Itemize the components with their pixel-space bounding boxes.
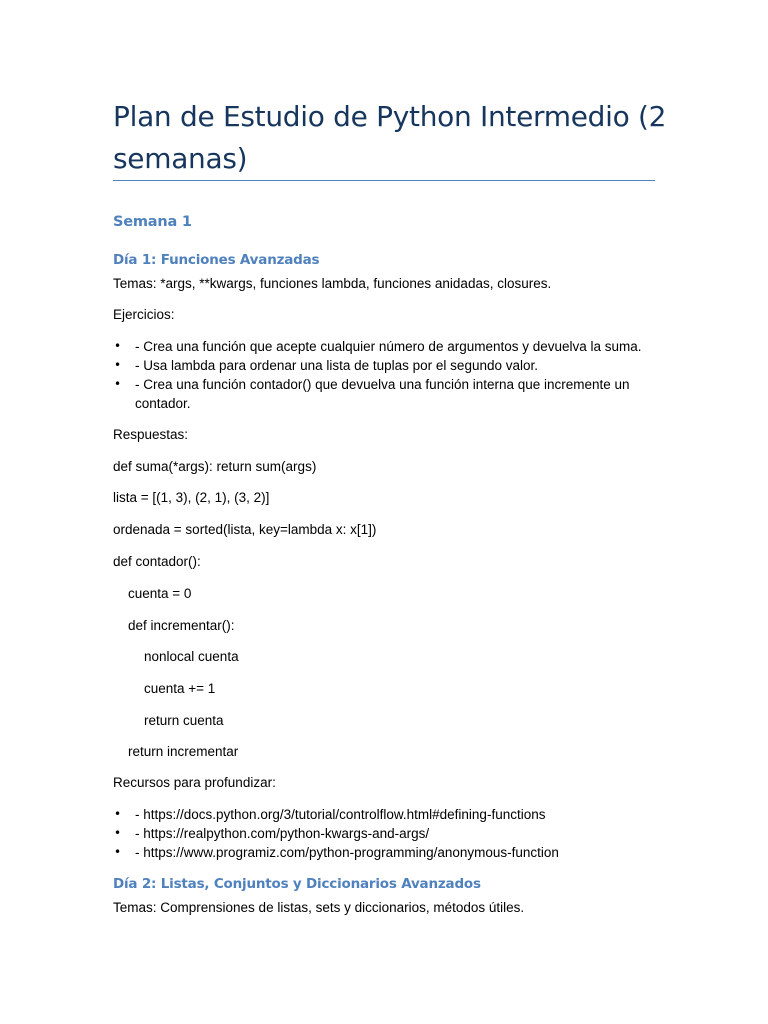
exercise-text: - Crea una función que acepte cualquier número de argumentos y devuelva la suma. (135, 339, 642, 354)
resource-link: - https://realpython.com/python-kwargs-and-args/ (135, 826, 430, 841)
code-line: def contador(): (113, 554, 201, 569)
code-line: cuenta += 1 (144, 681, 216, 696)
bullet-icon: • (114, 358, 122, 372)
list-item (113, 356, 673, 375)
code-line: def suma(*args): return sum(args) (113, 459, 317, 474)
exercise-text: - Usa lambda para ordenar una lista de tuplas por el segundo valor. (135, 358, 538, 373)
exercise-text: - Crea una función contador() que devuelva una función interna que incremente un (135, 377, 630, 392)
exercises-label (113, 305, 175, 325)
heading-day-1: Día 1: Funciones Avanzadas (113, 252, 320, 268)
code-line: ordenada = sorted(lista, key=lambda x: x[1]) (113, 522, 377, 537)
answers-label (113, 425, 188, 445)
exercise-list (113, 337, 673, 413)
resources-label-text: Recursos para profundizar: (113, 775, 276, 790)
list-item (113, 843, 673, 862)
code-line: return incrementar (128, 744, 239, 759)
code-line: lista = [(1, 3), (2, 1), (3, 2)] (113, 490, 270, 505)
day2-topics (113, 898, 524, 918)
list-item (113, 824, 673, 843)
exercises-label-text: Ejercicios: (113, 307, 175, 322)
bullet-icon: • (114, 377, 122, 391)
exercise-text: contador. (135, 396, 191, 411)
code-line: return cuenta (144, 713, 224, 728)
code-line: cuenta = 0 (128, 586, 192, 601)
list-item-continuation (113, 394, 673, 413)
resource-link: - https://docs.python.org/3/tutorial/controlflow.html#defining-functions (135, 807, 546, 822)
list-item (113, 375, 673, 394)
code-line: def incrementar(): (128, 618, 235, 633)
code-line: nonlocal cuenta (144, 649, 239, 664)
list-item (113, 805, 673, 824)
bullet-icon: • (114, 845, 122, 859)
day2-topics-text: Temas: Comprensiones de listas, sets y diccionarios, métodos útiles. (113, 900, 525, 915)
bullet-icon: • (114, 339, 122, 353)
heading-day-2: Día 2: Listas, Conjuntos y Diccionarios Avanzados (113, 876, 481, 892)
list-item (113, 337, 673, 356)
bullet-icon: • (114, 826, 122, 840)
title-underline (113, 180, 655, 181)
bullet-icon: • (114, 807, 122, 821)
day1-topics-text: Temas: *args, **kwargs, funciones lambda, funciones anidadas, closures. (113, 276, 552, 291)
document-title: Plan de Estudio de Python Intermedio (2 semanas) (113, 100, 667, 175)
resource-link: - https://www.programiz.com/python-programming/anonymous-function (135, 845, 559, 860)
answers-label-text: Respuestas: (113, 427, 189, 442)
resources-label (113, 773, 276, 793)
day1-topics (113, 274, 551, 294)
heading-week-1: Semana 1 (113, 214, 192, 230)
resource-list (113, 805, 673, 862)
